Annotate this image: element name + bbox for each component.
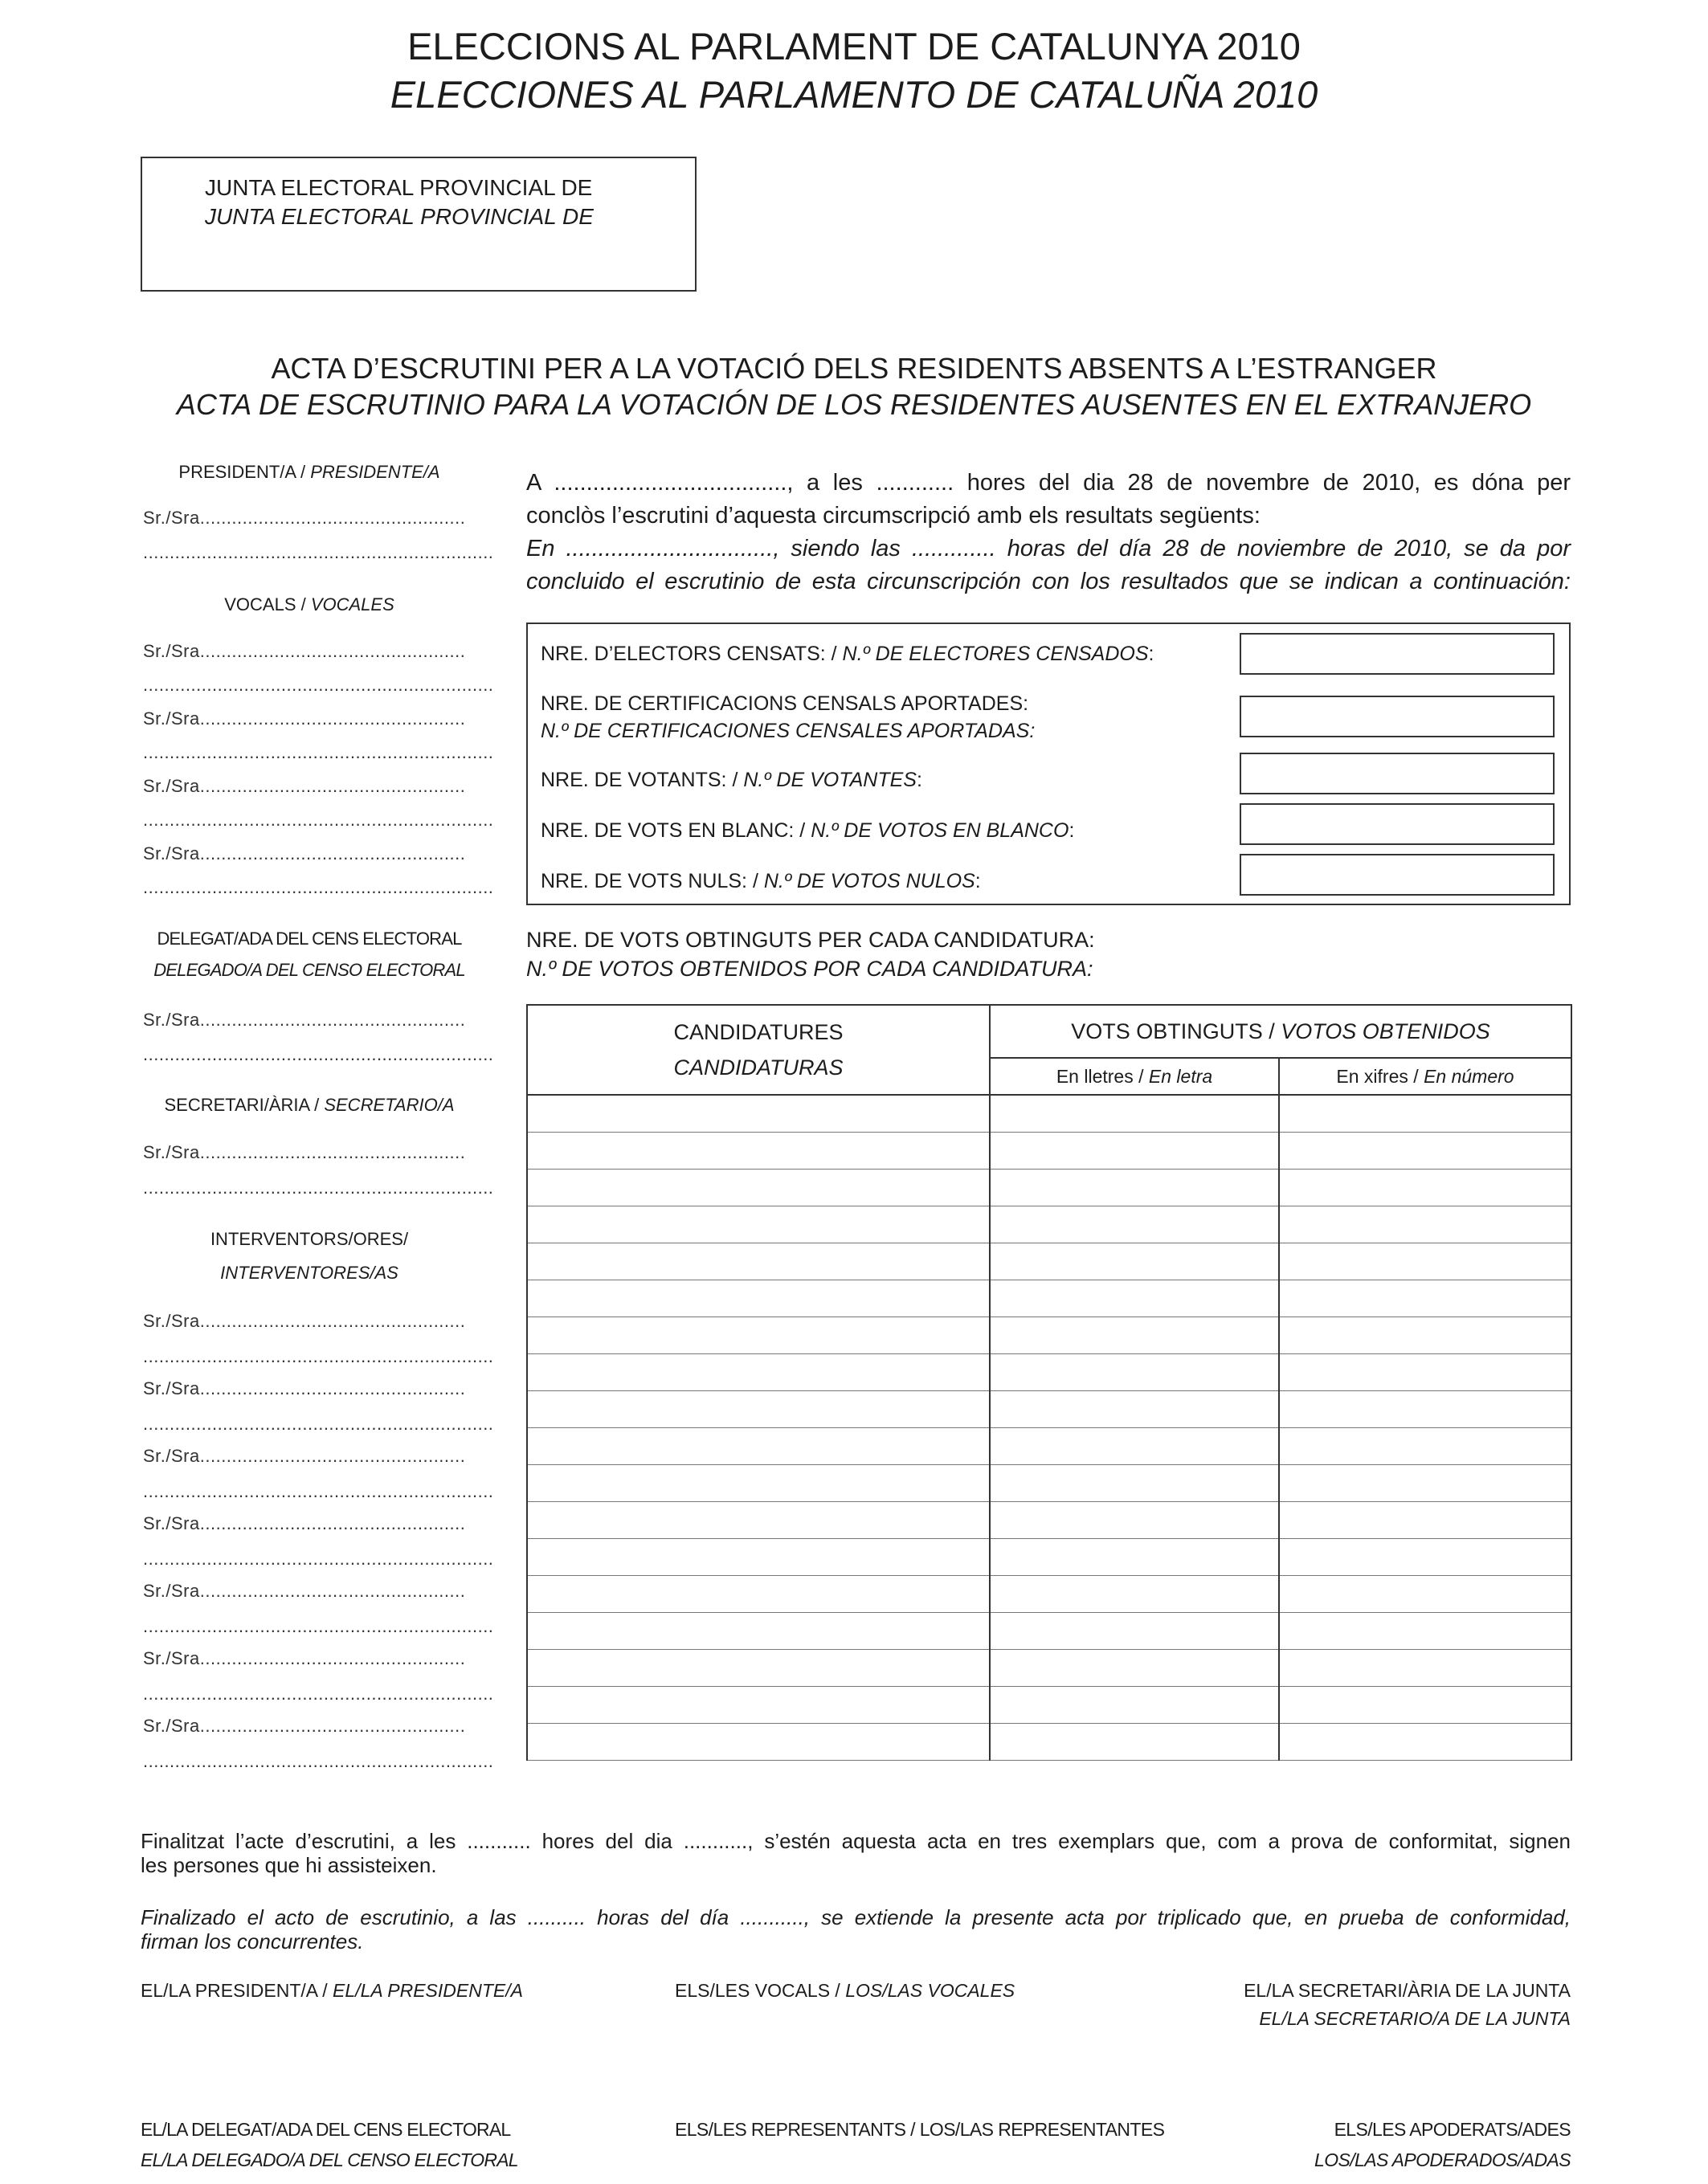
- signature-delegat-es: EL/LA DELEGADO/A DEL CENSO ELECTORAL: [141, 2149, 518, 2170]
- document-title-catalan: ELECCIONS AL PARLAMENT DE CATALUNYA 2010: [407, 25, 1301, 67]
- dotted-line[interactable]: ..................................................................: [143, 1044, 494, 1064]
- table-row: [527, 1465, 1571, 1502]
- candidature-cell[interactable]: [527, 1243, 990, 1280]
- votes-obtained-header: [990, 1005, 1571, 1058]
- votes-letters-cell[interactable]: [990, 1613, 1279, 1650]
- closing-es-line-2: firman los concurrentes.: [141, 1929, 364, 1953]
- dotted-line[interactable]: ..................................................................: [143, 742, 494, 762]
- dotted-line[interactable]: ..................................................................: [143, 675, 494, 695]
- vots-blanc-label-ca: NRE. DE VOTS EN BLANC: /: [541, 819, 811, 842]
- signature-president-ca: EL/LA PRESIDENT/A /: [141, 1980, 333, 2001]
- votes-letters-cell[interactable]: [990, 1170, 1279, 1206]
- colon: :: [1086, 957, 1093, 981]
- votes-numbers-cell[interactable]: [1279, 1133, 1571, 1170]
- candidature-cell[interactable]: [527, 1613, 990, 1650]
- vots-blanc-input[interactable]: [1240, 803, 1555, 845]
- dotted-line[interactable]: ..................................................................: [143, 1549, 494, 1569]
- interventor-name-field[interactable]: Sr./Sra..................................................: [143, 1378, 466, 1398]
- colon: :: [1029, 720, 1036, 742]
- votes-numbers-cell[interactable]: [1279, 1170, 1571, 1206]
- vocal-name-field[interactable]: Sr./Sra..................................................: [143, 776, 466, 796]
- votants-input[interactable]: [1240, 753, 1555, 794]
- dotted-line[interactable]: ..................................................................: [143, 1346, 494, 1366]
- table-row: [527, 1391, 1571, 1428]
- dotted-line[interactable]: ..................................................................: [143, 1481, 494, 1501]
- signature-secretari-es: EL/LA SECRETARIO/A DE LA JUNTA: [1259, 2008, 1571, 2029]
- colon: :: [1069, 819, 1075, 842]
- votes-section-heading-ca: NRE. DE VOTS OBTINGUTS PER CADA CANDIDATURA:: [526, 928, 1095, 952]
- candidature-cell[interactable]: [527, 1576, 990, 1613]
- closing-es-line-1: Finalizado el acto de escrutinio, a las .......... horas del día ..........., se extiende la presente acta por triplicado que, en prueba de conformidad,: [141, 1905, 1571, 1929]
- certificacions-label-es-text: N.º DE CERTIFICACIONES CENSALES APORTADAS: [541, 720, 1030, 742]
- votes-numbers-cell[interactable]: [1279, 1650, 1571, 1687]
- electors-censats-label-ca: NRE. D’ELECTORS CENSATS: /: [541, 643, 843, 665]
- votants-label-ca: NRE. DE VOTANTS: /: [541, 769, 744, 791]
- junta-label-catalan: JUNTA ELECTORAL PROVINCIAL DE: [205, 175, 593, 200]
- table-row: [527, 1428, 1571, 1465]
- document-title-spanish: ELECCIONES AL PARLAMENTO DE CATALUÑA 2010: [390, 73, 1318, 116]
- closing-ca-line-1: Finalitzat l’acte d’escrutini, a les ........... hores del dia ..........., s’estén aquesta acta en tres exemplars que, com a prova de conformitat, signen: [141, 1829, 1571, 1853]
- vocal-name-field[interactable]: Sr./Sra..................................................: [143, 843, 466, 863]
- dotted-line[interactable]: ..................................................................: [143, 1684, 494, 1704]
- votes-letters-cell[interactable]: [990, 1724, 1279, 1761]
- votes-numbers-cell[interactable]: [1279, 1687, 1571, 1724]
- votes-letters-cell[interactable]: [990, 1095, 1279, 1133]
- table-row: [527, 1576, 1571, 1613]
- table-row: [527, 1095, 1571, 1133]
- vocals-heading-es: VOCALES: [310, 594, 394, 614]
- table-row: [527, 1539, 1571, 1576]
- vots-nuls-label-ca: NRE. DE VOTS NULS: /: [541, 870, 764, 892]
- votes-section-heading-es-text: N.º DE VOTOS OBTENIDOS POR CADA CANDIDATURA: [526, 957, 1087, 981]
- candidature-cell[interactable]: [527, 1650, 990, 1687]
- candidatures-header-es: CANDIDATURAS: [673, 1055, 844, 1080]
- signature-president: [141, 1980, 523, 2002]
- votes-numbers-cell[interactable]: [1279, 1206, 1571, 1243]
- candidature-cell[interactable]: [527, 1391, 990, 1428]
- acta-title-spanish: ACTA DE ESCRUTINIO PARA LA VOTACIÓN DE LOS RESIDENTES AUSENTES EN EL EXTRANJERO: [176, 388, 1532, 421]
- vots-blanc-label-es: N.º DE VOTOS EN BLANCO: [811, 819, 1069, 842]
- secretari-heading-ca: SECRETARI/ÀRIA /: [164, 1095, 325, 1115]
- interventor-name-field[interactable]: Sr./Sra..................................................: [143, 1446, 466, 1466]
- certificacions-input[interactable]: [1240, 696, 1555, 737]
- interventor-name-field[interactable]: Sr./Sra..................................................: [143, 1648, 466, 1668]
- electors-censats-label-es: N.º DE ELECTORES CENSADOS: [842, 643, 1149, 665]
- president-name-field[interactable]: Sr./Sra..................................................: [143, 508, 466, 528]
- table-row: [527, 1613, 1571, 1650]
- votes-obtained-header-ca: VOTS OBTINGUTS /: [1071, 1019, 1281, 1043]
- votes-numbers-cell[interactable]: [1279, 1243, 1571, 1280]
- junta-label-spanish: JUNTA ELECTORAL PROVINCIAL DE: [205, 204, 594, 229]
- votes-letters-cell[interactable]: [990, 1576, 1279, 1613]
- secretari-name-field[interactable]: Sr./Sra..................................................: [143, 1142, 466, 1162]
- in-letters-header: [990, 1058, 1279, 1095]
- delegat-heading-ca: DELEGAT/ADA DEL CENS ELECTORAL: [157, 929, 462, 949]
- votes-numbers-cell[interactable]: [1279, 1317, 1571, 1354]
- candidates-table: [526, 1004, 1572, 1761]
- candidatures-header: [527, 1005, 990, 1095]
- candidature-cell[interactable]: [527, 1133, 990, 1170]
- votes-letters-cell[interactable]: [990, 1133, 1279, 1170]
- vots-blanc-label: [541, 819, 1074, 843]
- vots-nuls-label: [541, 870, 981, 893]
- president-heading-es: PRESIDENTE/A: [310, 462, 440, 482]
- signature-vocals: [675, 1980, 1015, 2002]
- signature-vocals-ca: ELS/LES VOCALS /: [675, 1980, 846, 2001]
- votes-numbers-cell[interactable]: [1279, 1465, 1571, 1502]
- colon: :: [975, 870, 981, 892]
- votes-letters-cell[interactable]: [990, 1206, 1279, 1243]
- president-heading-ca: PRESIDENT/A /: [178, 462, 311, 482]
- table-row: [527, 1280, 1571, 1317]
- votes-letters-cell[interactable]: [990, 1243, 1279, 1280]
- votes-numbers-cell[interactable]: [1279, 1428, 1571, 1465]
- votes-numbers-cell[interactable]: [1279, 1502, 1571, 1539]
- certificacions-label-es: [541, 720, 1035, 743]
- votes-letters-cell[interactable]: [990, 1465, 1279, 1502]
- vocal-name-field[interactable]: Sr./Sra..................................................: [143, 641, 466, 661]
- president-heading: [141, 462, 478, 483]
- votes-numbers-cell[interactable]: [1279, 1724, 1571, 1761]
- delegat-heading-es: DELEGADO/A DEL CENSO ELECTORAL: [153, 960, 465, 980]
- in-numbers-header-es: En número: [1424, 1065, 1514, 1087]
- interventors-heading-es: INTERVENTORES/AS: [220, 1263, 398, 1283]
- dotted-line[interactable]: ..................................................................: [143, 1751, 494, 1771]
- votes-numbers-cell[interactable]: [1279, 1391, 1571, 1428]
- in-letters-header-ca: En lletres /: [1056, 1065, 1149, 1087]
- vots-nuls-label-es: N.º DE VOTOS NULOS: [763, 870, 975, 892]
- dotted-line[interactable]: ..................................................................: [143, 1414, 494, 1434]
- intro-line-ca-1: A ...................................., a les ............ hores del dia 28 de novembre de 2010, es dóna per: [526, 470, 1571, 496]
- votes-letters-cell[interactable]: [990, 1687, 1279, 1724]
- dotted-line[interactable]: ..................................................................: [143, 542, 494, 562]
- candidature-cell[interactable]: [527, 1428, 990, 1465]
- secretari-heading-es: SECRETARIO/A: [324, 1095, 455, 1115]
- interventor-name-field[interactable]: Sr./Sra..................................................: [143, 1311, 466, 1331]
- candidatures-header-ca: CANDIDATURES: [673, 1020, 844, 1044]
- table-row: [527, 1687, 1571, 1724]
- candidature-cell[interactable]: [527, 1465, 990, 1502]
- candidature-cell[interactable]: [527, 1539, 990, 1576]
- colon: :: [916, 769, 922, 791]
- acta-title-catalan: ACTA D’ESCRUTINI PER A LA VOTACIÓ DELS RESIDENTS ABSENTS A L’ESTRANGER: [271, 352, 1437, 385]
- interventors-heading-ca: INTERVENTORS/ORES/: [210, 1229, 409, 1249]
- votes-numbers-cell[interactable]: [1279, 1280, 1571, 1317]
- table-row: [527, 1354, 1571, 1391]
- signature-vocals-es: LOS/LAS VOCALES: [845, 1980, 1015, 2001]
- in-letters-header-es: En letra: [1148, 1065, 1213, 1087]
- signature-secretari-ca: EL/LA SECRETARI/ÀRIA DE LA JUNTA: [1244, 1980, 1571, 2001]
- candidature-cell[interactable]: [527, 1687, 990, 1724]
- dotted-line[interactable]: ..................................................................: [143, 877, 494, 897]
- table-row: [527, 1206, 1571, 1243]
- votes-section-heading-es: [526, 957, 1093, 982]
- dotted-line[interactable]: ..................................................................: [143, 1178, 494, 1198]
- candidature-cell[interactable]: [527, 1354, 990, 1391]
- delegat-name-field[interactable]: Sr./Sra..................................................: [143, 1010, 466, 1030]
- votes-numbers-cell[interactable]: [1279, 1354, 1571, 1391]
- signature-apoderats-es: LOS/LAS APODERADOS/ADAS: [1314, 2149, 1571, 2170]
- table-row: [527, 1650, 1571, 1687]
- votants-label: [541, 769, 922, 792]
- table-row: [527, 1502, 1571, 1539]
- signature-president-es: EL/LA PRESIDENTE/A: [333, 1980, 523, 2001]
- votes-letters-cell[interactable]: [990, 1317, 1279, 1354]
- votes-letters-cell[interactable]: [990, 1391, 1279, 1428]
- dotted-line[interactable]: ..................................................................: [143, 810, 494, 830]
- votes-letters-cell[interactable]: [990, 1280, 1279, 1317]
- signature-representants: ELS/LES REPRESENTANTS / LOS/LAS REPRESENTANTES: [675, 2119, 1165, 2140]
- votants-label-es: N.º DE VOTANTES: [743, 769, 917, 791]
- in-numbers-header-ca: En xifres /: [1336, 1065, 1424, 1087]
- votes-numbers-cell[interactable]: [1279, 1613, 1571, 1650]
- colon: :: [1148, 643, 1154, 665]
- votes-letters-cell[interactable]: [990, 1502, 1279, 1539]
- votes-letters-cell[interactable]: [990, 1428, 1279, 1465]
- vocals-heading-ca: VOCALS /: [224, 594, 311, 614]
- intro-line-ca-2: conclòs l’escrutini d’aquesta circumscripció amb els resultats següents:: [526, 503, 1261, 529]
- table-row: [527, 1133, 1571, 1170]
- table-row: [527, 1170, 1571, 1206]
- electors-censats-label: [541, 643, 1154, 666]
- votes-letters-cell[interactable]: [990, 1539, 1279, 1576]
- candidature-cell[interactable]: [527, 1170, 990, 1206]
- signature-apoderats-ca: ELS/LES APODERATS/ADES: [1334, 2119, 1571, 2140]
- interventor-name-field[interactable]: Sr./Sra..................................................: [143, 1716, 466, 1736]
- table-row: [527, 1243, 1571, 1280]
- dotted-line[interactable]: ..................................................................: [143, 1616, 494, 1636]
- candidature-cell[interactable]: [527, 1280, 990, 1317]
- votes-letters-cell[interactable]: [990, 1354, 1279, 1391]
- interventor-name-field[interactable]: Sr./Sra..................................................: [143, 1513, 466, 1533]
- certificacions-label-ca: NRE. DE CERTIFICACIONS CENSALS APORTADES:: [541, 692, 1029, 715]
- in-numbers-header: [1279, 1058, 1571, 1095]
- electors-censats-input[interactable]: [1240, 633, 1555, 675]
- candidature-cell[interactable]: [527, 1317, 990, 1354]
- votes-numbers-cell[interactable]: [1279, 1095, 1571, 1133]
- interventor-name-field[interactable]: Sr./Sra..................................................: [143, 1581, 466, 1601]
- candidature-cell[interactable]: [527, 1095, 990, 1133]
- votes-numbers-cell[interactable]: [1279, 1576, 1571, 1613]
- secretari-heading: [141, 1095, 478, 1116]
- intro-line-es-2: concluido el escrutinio de esta circunscripción con los resultados que se indican a continuación:: [526, 569, 1571, 594]
- table-row: [527, 1724, 1571, 1761]
- vocals-heading: [141, 594, 478, 615]
- votes-obtained-header-es: VOTOS OBTENIDOS: [1281, 1019, 1490, 1043]
- candidature-cell[interactable]: [527, 1502, 990, 1539]
- table-row: [527, 1317, 1571, 1354]
- intro-line-es-1: En ................................, siendo las ............. horas del día 28 de noviembre de 2010, se da por: [526, 536, 1571, 561]
- votes-numbers-cell[interactable]: [1279, 1539, 1571, 1576]
- candidature-cell[interactable]: [527, 1206, 990, 1243]
- candidature-cell[interactable]: [527, 1724, 990, 1761]
- vots-nuls-input[interactable]: [1240, 854, 1555, 896]
- votes-letters-cell[interactable]: [990, 1650, 1279, 1687]
- signature-delegat-ca: EL/LA DELEGAT/ADA DEL CENS ELECTORAL: [141, 2119, 511, 2140]
- closing-ca-line-2: les persones que hi assisteixen.: [141, 1853, 437, 1877]
- vocal-name-field[interactable]: Sr./Sra..................................................: [143, 708, 466, 729]
